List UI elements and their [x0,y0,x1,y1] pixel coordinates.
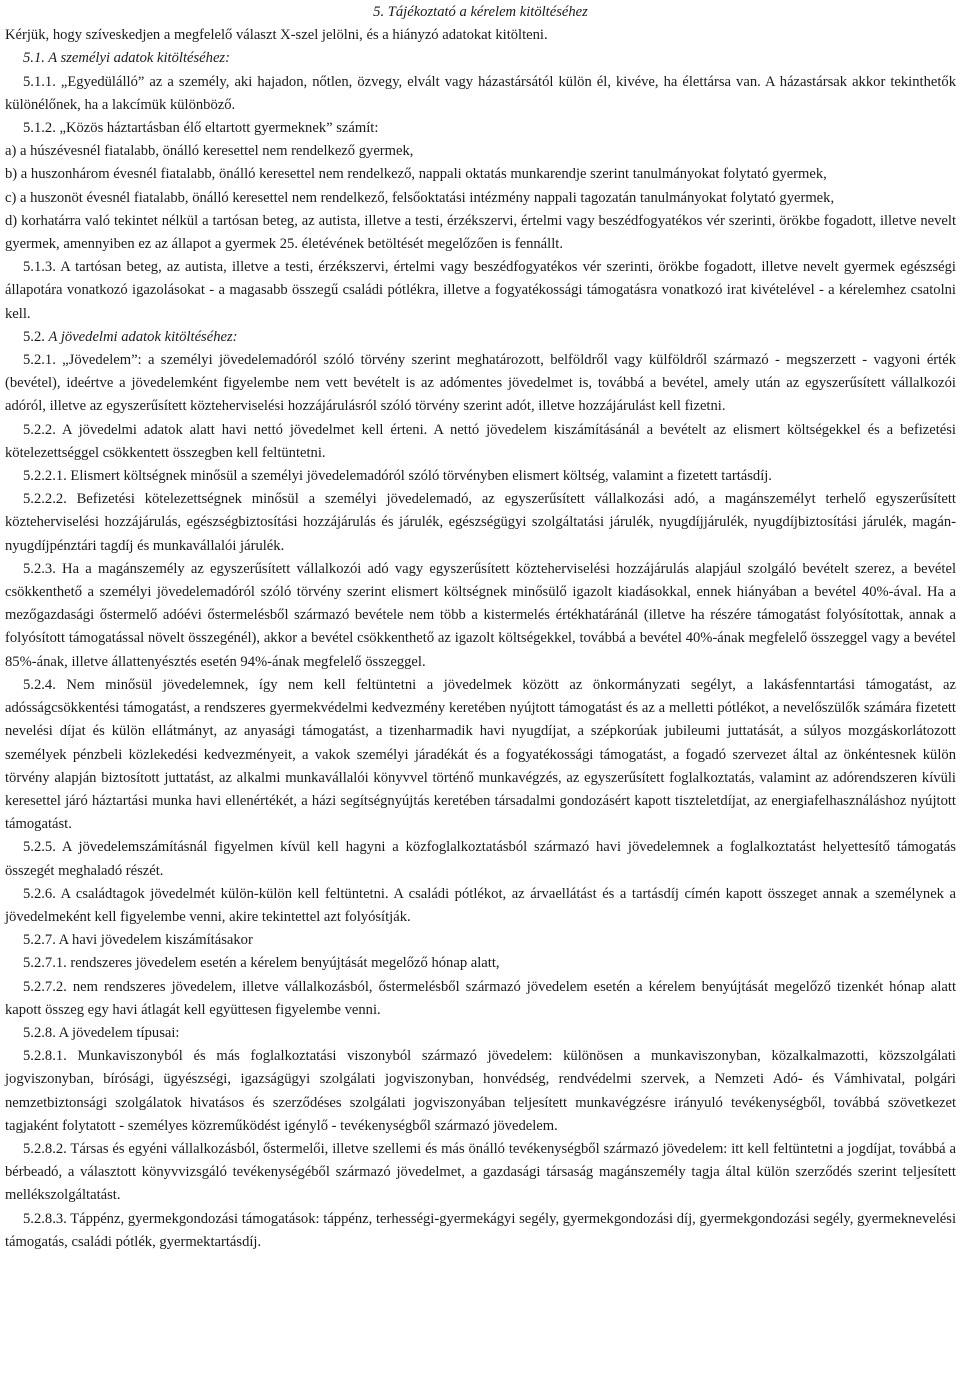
paragraph-5-2-8-2: 5.2.8.2. Társas és egyéni vállalkozásból, őstermelői, illetve szellemi és más önálló tevékenységből származó jövedelem: itt kell feltüntetni a jogdíjat, továbbá a bérbeadó, a választott könyvvizsgáló tevékenységéből származó jövedelmet, a gazdasági társaság magánszemély tagja által külön szerződés szerint teljesített mellékszolgáltatást. [5,1140,956,1204]
list-item-5-1-2-c: c) a huszonöt évesnél fiatalabb, önálló keresettel nem rendelkező, felsőoktatási intézmény nappali tagozatán tanulmányokat folytató gyermek, [5,189,835,206]
paragraph-5-2-2-1: 5.2.2.1. Elismert költségnek minősül a személyi jövedelemadóról szóló törvényben elismert költség, valamint a fizetett tartásdíj. [23,468,772,485]
paragraph-5-2-7-1: 5.2.7.1. rendszeres jövedelem esetén a kérelem benyújtását megelőző hónap alatt, [23,955,500,972]
paragraph-5-2-2-2: 5.2.2.2. Befizetési kötelezettségnek minősül a személyi jövedelemadó, az egyszerűsített vállalkozási adó, a magánszemélyt terhelő egyszerűsített közteherviselési hozzájárulás, egészségbiztosítási hozzájárulás és járulék, egészségügyi szolgáltatási járulék, nyugdíjjárulék, nyugdíjbiztosítási járulék, magán-nyugdíjpénztári tagdíj és munkavállalói járulék. [5,491,956,554]
subsection-label-5-2: A jövedelmi adatok kitöltéséhez: [48,328,238,345]
list-item-5-1-2-d: d) korhatárra való tekintet nélkül a tartósan beteg, az autista, illetve a testi, érzékszervi, értelmi vagy beszédfogyatékos vér szerinti, örökbe fogadott, illetve nevelt gyermek, amennyiben ez az állapot a gyermek 25. életévének betöltését megelőzően is fennállt. [5,212,956,253]
paragraph-5-2-8-1: 5.2.8.1. Munkaviszonyból és más foglalkoztatási viszonyból származó jövedelem: különösen a munkaviszonyban, közalkalmazotti, közszolgálati jogviszonyban, bírósági, ügyészségi, igazságügyi szolgálati jogviszonyban, honvédség, rendvédelmi szervek, a Nemzeti Adó- és Vámhivatal, polgári nemzetbiztonsági szolgálatok hivatásos és szerződéses szolgálati jogviszonyában teljesített munkavégzésre irányuló tevékenységből, továbbá szövetkezet tagjaként folytatott - személyes közreműködést igénylő - tevékenységből származó jövedelem. [5,1048,956,1134]
paragraph-5-1-1: 5.1.1. „Egyedülálló” az a személy, aki hajadon, nőtlen, özvegy, elvált vagy házastársától külön él, kivéve, ha élettársa van. A házastársak akkor tekinthetők különélőnek, ha a lakcímük különböző. [5,73,956,113]
list-item-5-1-2-b: b) a huszonhárom évesnél fiatalabb, önálló keresettel nem rendelkező, nappali oktatás munkarendje szerint tanulmányokat folytató gyermek, [5,166,827,183]
paragraph-5-2-7-2: 5.2.7.2. nem rendszeres jövedelem, illetve vállalkozásból, őstermelésből származó jövedelem esetén a kérelem benyújtását megelőző tizenkét hónap alatt kapott összeg egy havi átlagát kell együttesen figyelembe venni. [5,978,956,1018]
paragraph-5-2-5: 5.2.5. A jövedelemszámításnál figyelmen kívül kell hagyni a közfoglalkoztatásból származó havi jövedelemnek a foglalkoztatást helyettesítő támogatás összegét meghaladó részét. [5,839,956,879]
subsection-title-5-1: 5.1. A személyi adatok kitöltéséhez: [23,50,230,67]
paragraph-5-2-8: 5.2.8. A jövedelem típusai: [23,1024,180,1041]
paragraph-5-2-7: 5.2.7. A havi jövedelem kiszámításakor [23,932,253,949]
paragraph-5-2-3: 5.2.3. Ha a magánszemély az egyszerűsített vállalkozói adó vagy egyszerűsített közteherviselési hozzájárulás alapjául szolgáló bevételt szerez, a bevétel csökkenthető a személyi jövedelemadóról szóló törvény szerint elismert költségnek minősülő igazolt kiadásokkal, ennek hiányában a bevétel 40%-ával. Ha a mezőgazdasági őstermelő adóévi őstermelésből származó bevétele nem több a kistermelés értékhatáránál (illetve ha részére támogatást folyósítottak, annak a folyósított támogatással növelt összegénél), akkor a bevétel csökkenthető az igazolt költségekkel, továbbá a bevétel 40%-ának megfelelő összeggel vagy a bevétel 85%-ának, illetve állattenyésztés esetén 94%-ának megfelelő összeggel. [5,560,956,670]
paragraph-5-1-3: 5.1.3. A tartósan beteg, az autista, illetve a testi, érzékszervi, értelmi vagy beszédfogyatékos vér szerinti, örökbe fogadott, illetve nevelt gyermek egészségi állapotára vonatkozó igazolásokat - a magasabb összegű családi pótlékra, illetve a fogyatékossági támogatásra vonatkozó irat kivételével - a kérelemhez csatolni kell. [5,259,956,322]
paragraph-5-2-2: 5.2.2. A jövedelmi adatok alatt havi nettó jövedelmet kell érteni. A nettó jövedelem kiszámításánál a bevételt az elismert költségekkel és a befizetési kötelezettséggel csökkentett összegben kell feltüntetni. [5,421,956,461]
paragraph-5-1-2: 5.1.2. „Közös háztartásban élő eltartott gyermeknek” számít: [23,120,379,137]
paragraph-5-2-8-3: 5.2.8.3. Táppénz, gyermekgondozási támogatások: táppénz, terhességi-gyermekágyi segély, gyermekgondozási díj, gyermekgondozási segély, gyermeknevelési támogatás, családi pótlék, gyermektartásdíj. [5,1210,956,1250]
subsection-title-5-2 [5,326,956,349]
paragraph-5-2-4: 5.2.4. Nem minősül jövedelemnek, így nem kell feltüntetni a jövedelmek között az önkormányzati segélyt, a lakásfenntartási támogatást, az adósságcsökkentési támogatást, a rendszeres gyermekvédelmi kedvezmény keretében nyújtott támogatást és az a melletti pótlékot, a nevelőszülők számára fizetett nevelési díjat és külön ellátmányt, az anyasági támogatást, a tizenharmadik havi nyugdíjat, a szépkorúak jubileumi juttatását, a súlyos mozgáskorlátozott személyek pénzbeli közlekedési kedvezményeit, a vakok személyi járadékát és a fogyatékossági támogatást, a fogadó szervezet által az önkéntesnek külön törvény alapján biztosított juttatást, az alkalmi munkavállalói könyvvel történő munkavégzés, az egyszerűsített foglalkoztatás, valamint az adórendszeren kívüli keresettel járó háztartási munka havi ellenértékét, a házi segítségnyújtás keretében társadalmi gondozásért kapott tiszteletdíjat, az energiafelhasználáshoz nyújtott támogatást. [5,676,956,833]
paragraph-5-2-6: 5.2.6. A családtagok jövedelmét külön-külön kell feltüntetni. A családi pótlékot, az árvaellátást és a tartásdíj címén kapott összeget annak a személynek a jövedelmeként kell figyelembe venni, akire tekintettel azt folyósítják. [5,885,956,925]
intro-paragraph: Kérjük, hogy szíveskedjen a megfelelő választ X-szel jelölni, és a hiányzó adatokat kitölteni. [5,27,548,44]
paragraph-5-2-1: 5.2.1. „Jövedelem”: a személyi jövedelemadóról szóló törvény szerint meghatározott, belföldről vagy külföldről származó - megszerzett - vagyoni érték (bevétel), ideértve a jövedelemként figyelembe nem vett bevételt is az adómentes jövedelmet is, továbbá a bevétel, amely után az egyszerűsített vállalkozói adóról, illetve az egyszerűsített közteherviselési hozzájárulásról szóló törvény szerint adót, illetve hozzájárulást kell fizetni. [5,352,956,415]
subsection-number-5-2: 5.2. [23,328,45,345]
document-page [5,1,956,1254]
list-item-5-1-2-a: a) a húszévesnél fiatalabb, önálló keresettel nem rendelkező gyermek, [5,143,414,160]
section-title: 5. Tájékoztató a kérelem kitöltéséhez [373,4,588,20]
